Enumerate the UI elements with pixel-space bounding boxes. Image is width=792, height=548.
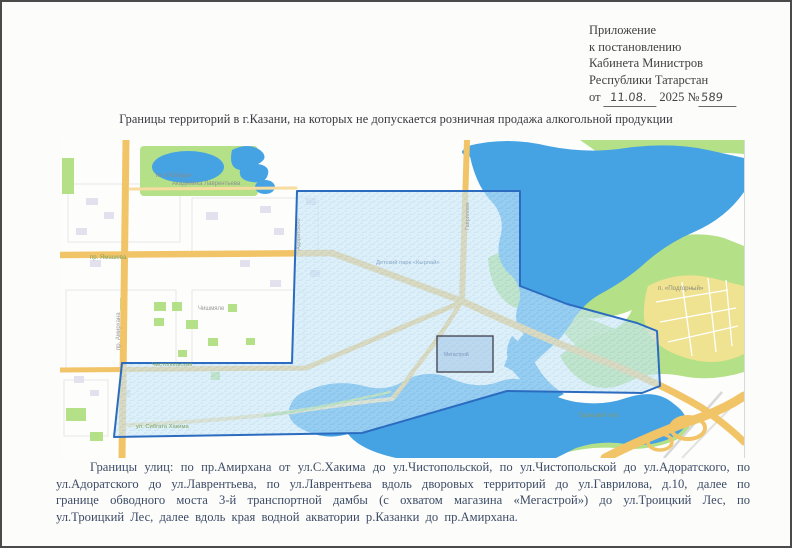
label-adoratskogo: Адоратского (296, 218, 302, 250)
label-kyrlai-park: Детский парк «Кырлай» (376, 260, 440, 266)
stamp-line: к постановлению (589, 39, 682, 54)
label-podgorny: п. «Подгорный» (658, 285, 704, 292)
label-lavrentyeva: Академика Лаврентьева (172, 181, 241, 187)
boundary-description: Границы улиц: по пр.Амирхана от ул.С.Хакима до ул.Чистопольской, по ул.Чистопольской до ул.Адоратского, по ул.Адоратского до ул.Лаврентьева, по ул.Лаврентьева вдоль дворовых территорий до ул.Гаврилова, д.10, далее по границе обводного моста 3-й транспортной дамбы (с охватом магазина «Мегастрой») до ул.Троицкий Лес, по ул.Троицкий Лес, далее вдоль края водной акватории р.Казанки до пр.Амирхана. (56, 460, 750, 524)
date-prefix: от (589, 90, 601, 104)
label-amirkhana: пр. Амирхана (116, 312, 122, 350)
page-title: Границы территорий в г.Казани, на которых не допускается розничная продажа алкогольной продукции (119, 112, 673, 126)
approval-stamp (589, 22, 779, 107)
handwritten-doc-number: 589 (699, 89, 738, 107)
handwritten-date: 11.08. (603, 89, 657, 107)
stamp-date-line (589, 89, 779, 107)
stamp-line: Приложение (589, 23, 657, 37)
label-chistopolskaya: Чистопольская (152, 362, 193, 368)
stamp-line: Республики Татарстан (589, 72, 709, 87)
label-megastroy: Мегастрой (444, 352, 469, 358)
year-and-number-sign: 2025 № (659, 90, 700, 104)
forest-pond (568, 434, 592, 446)
label-park: пк «Победы» (156, 173, 193, 179)
label-troitsky-les: Троицкий лес (578, 412, 619, 419)
kazan-map (60, 140, 745, 458)
label-chishmyale: Чишмяле (198, 306, 225, 312)
label-yamasheva: пр. Ямашева (90, 255, 127, 261)
label-khakima: ул. Сибгата Хакима (136, 424, 189, 430)
label-gavrilova: Гаврилова (465, 202, 471, 230)
road-lavrentyeva (130, 188, 296, 189)
map-canvas (60, 140, 744, 458)
stamp-line: Кабинета Министров (589, 56, 704, 70)
